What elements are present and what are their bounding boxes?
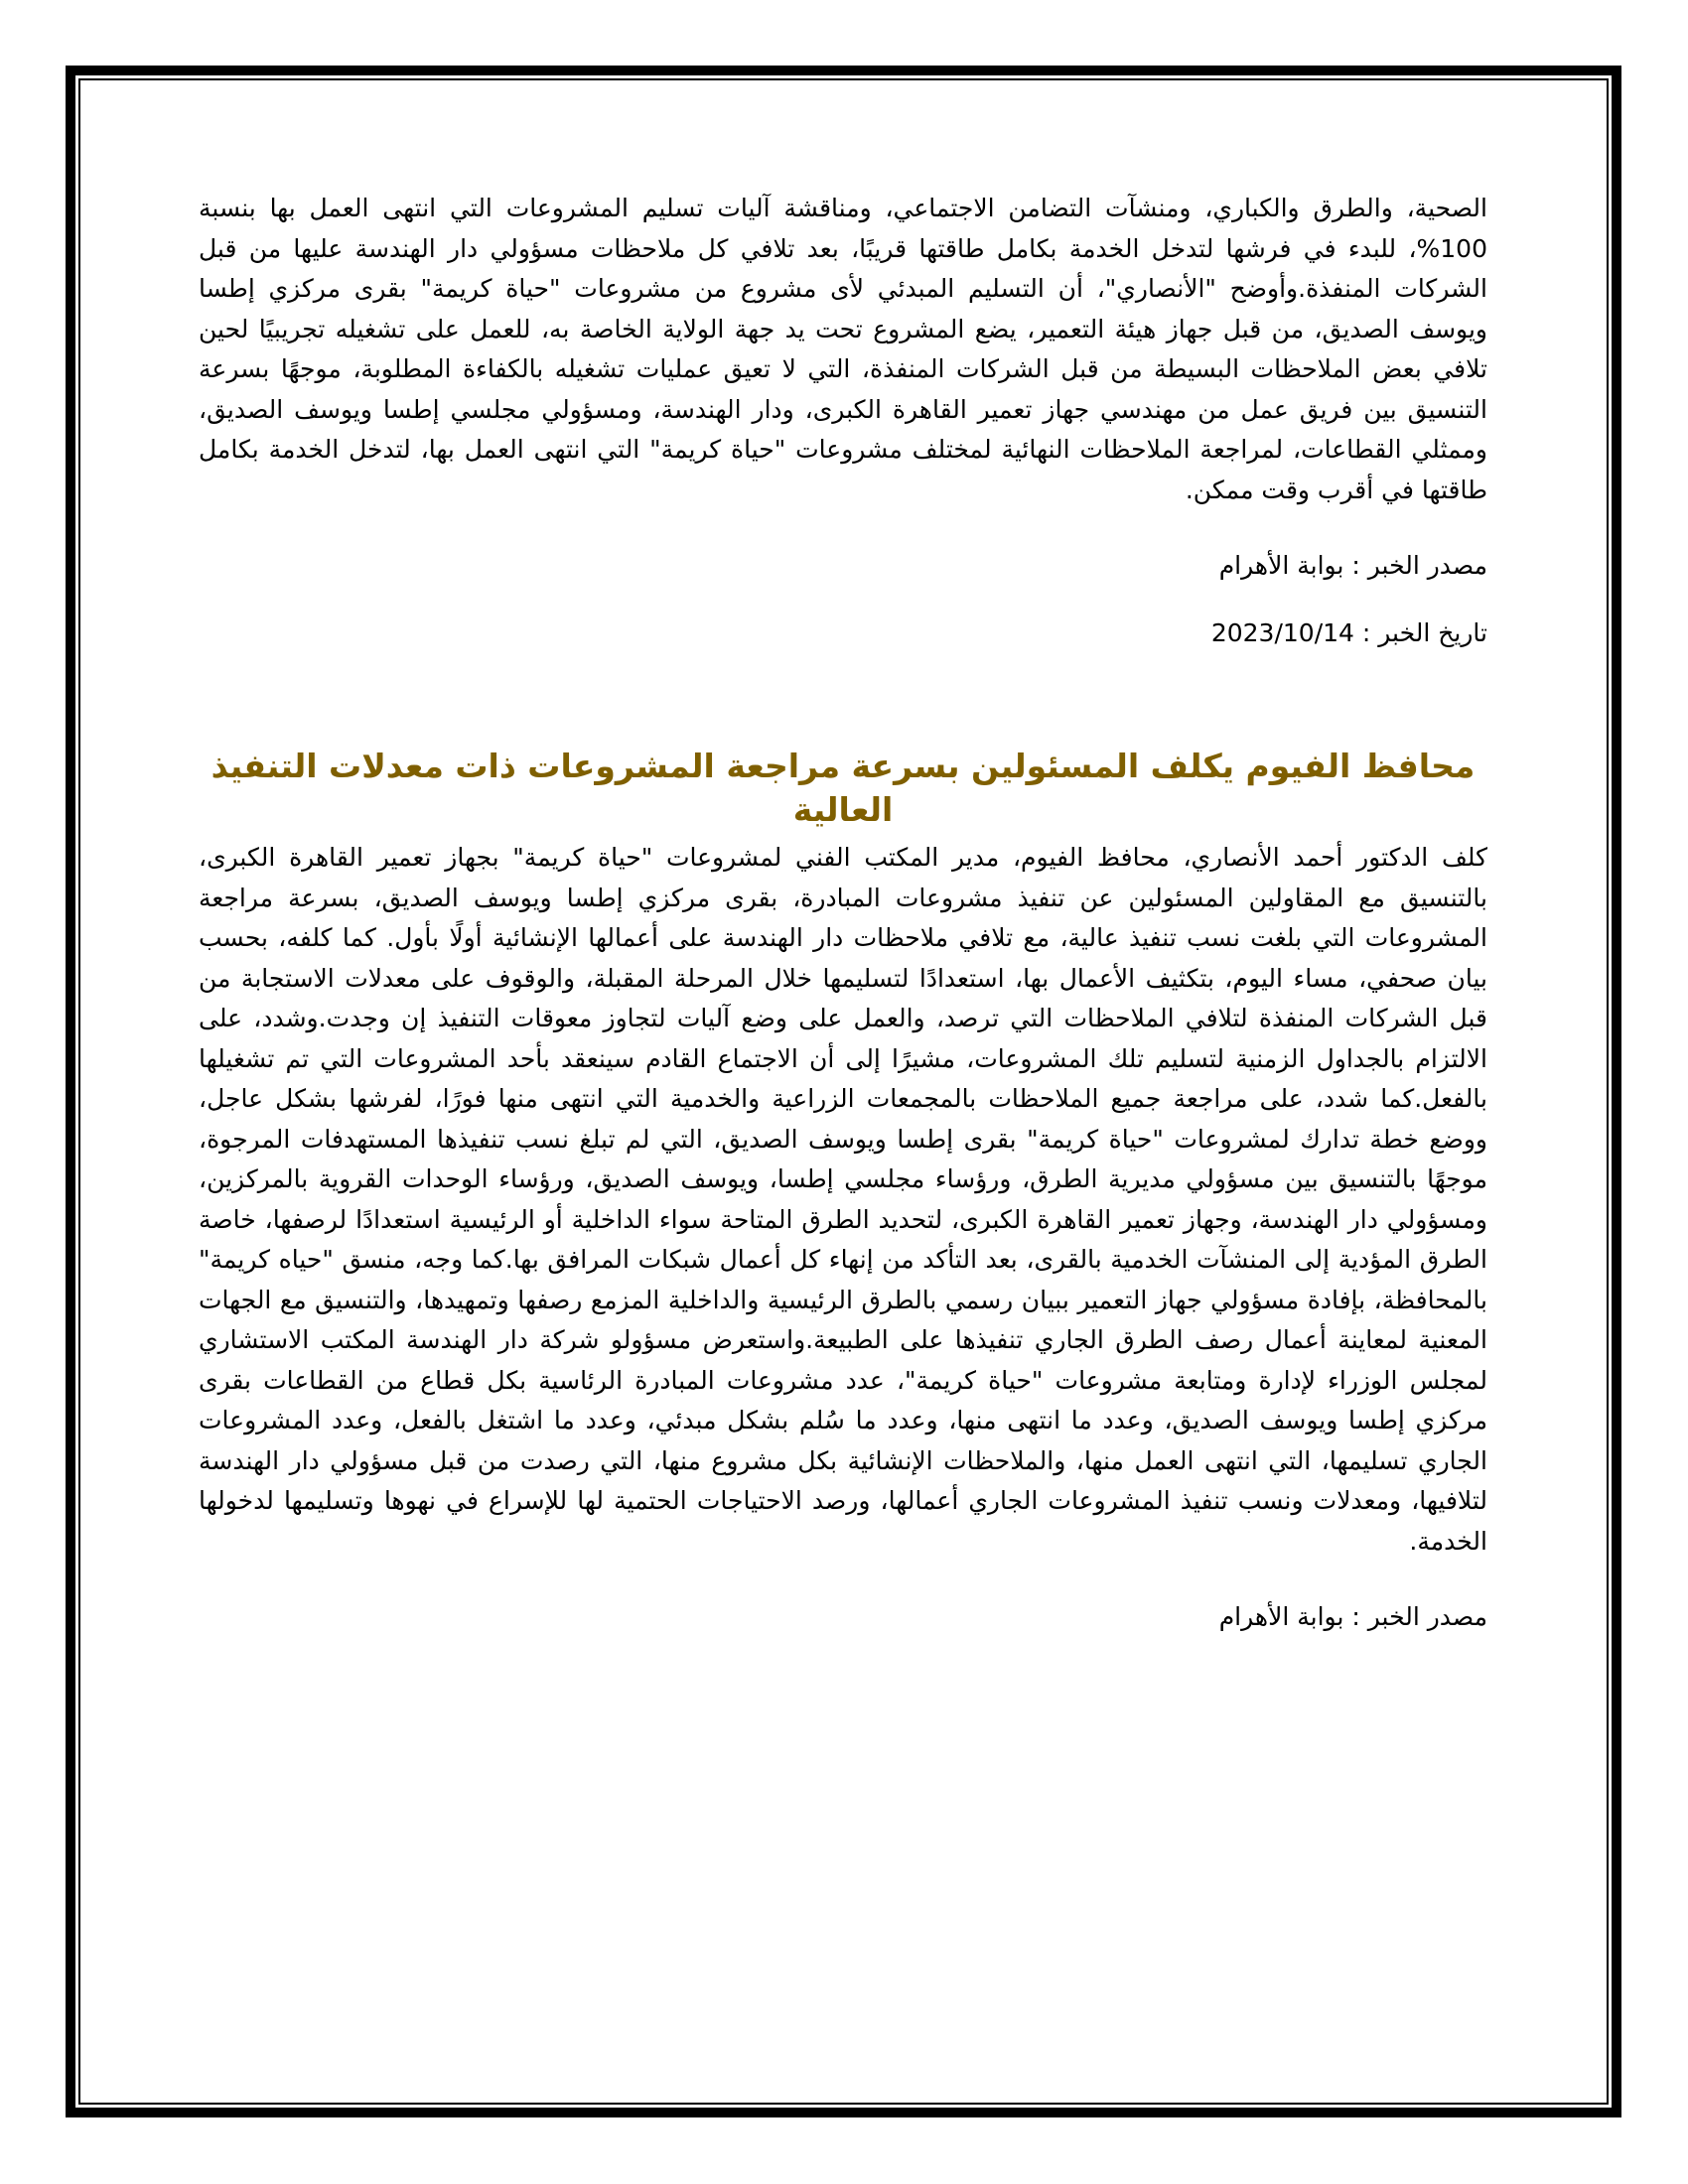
article-1-source: [199, 546, 1487, 586]
article-1-date: [199, 614, 1487, 653]
article-1-continuation: [199, 189, 1487, 653]
article-2-body: كلف الدكتور أحمد الأنصاري، محافظ الفيوم، مدير المكتب الفني لمشروعات "حياة كريمة" بجهاز تعمير القاهرة الكبرى، بالتنسيق مع المقاولين المسئولين عن تنفيذ مشروعات المبادرة، بقرى مركزي إطسا ويوسف الصديق، بسرعة مراجعة المشروعات التي بلغت نسب تنفيذ عالية، مع تلافي ملاحظات دار الهندسة على أعمالها الإنشائية أولًا بأول. كما كلفه، بحسب بيان صحفي، مساء اليوم، بتكثيف الأعمال بها، استعدادًا لتسليمها خلال المرحلة المقبلة، والوقوف على معدلات الاستجابة من قبل الشركات المنفذة لتلافي الملاحظات التي ترصد، والعمل على وضع آليات لتجاوز معوقات التنفيذ إن وجدت.وشدد، على الالتزام بالجداول الزمنية لتسليم تلك المشروعات، مشيرًا إلى أن الاجتماع القادم سينعقد بأحد المشروعات التي تم تشغيلها بالفعل.كما شدد، على مراجعة جميع الملاحظات بالمجمعات الزراعية والخدمية التي انتهى منها فورًا، لفرشها بشكل عاجل، ووضع خطة تدارك لمشروعات "حياة كريمة" بقرى إطسا ويوسف الصديق، التي لم تبلغ نسب تنفيذها المستهدفات المرجوة، موجهًا بالتنسيق بين مسؤولي مديرية الطرق، ورؤساء مجلسي إطسا، ويوسف الصديق، ورؤساء الوحدات القروية بالمركزين، ومسؤولي دار الهندسة، وجهاز تعمير القاهرة الكبرى، لتحديد الطرق المتاحة سواء الداخلية أو الرئيسية استعدادًا لرصفها، خاصة الطرق المؤدية إلى المنشآت الخدمية بالقرى، بعد التأكد من إنهاء كل أعمال شبكات المرافق بها.كما وجه، منسق "حياه كريمة" بالمحافظة، بإفادة مسؤولي جهاز التعمير ببيان رسمي بالطرق الرئيسية والداخلية المزمع رصفها وتمهيدها، والتنسيق مع الجهات المعنية لمعاينة أعمال رصف الطرق الجاري تنفيذها على الطبيعة.واستعرض مسؤولو شركة دار الهندسة المكتب الاستشاري لمجلس الوزراء لإدارة ومتابعة مشروعات "حياة كريمة"، عدد مشروعات المبادرة الرئاسية بكل قطاع من القطاعات بقرى مركزي إطسا ويوسف الصديق، وعدد ما انتهى منها، وعدد ما سُلم بشكل مبدئي، وعدد ما اشتغل بالفعل، وعدد المشروعات الجاري تسليمها، التي انتهى العمل منها، والملاحظات الإنشائية بكل مشروع منها، التي رصدت من قبل مسؤولي دار الهندسة لتلافيها، ومعدلات ونسب تنفيذ المشروعات الجاري أعمالها، ورصد الاحتياجات الحتمية لها للإسراع في نهوها وتسليمها لدخولها الخدمة.: [199, 843, 1487, 1556]
article-2-title: محافظ الفيوم يكلف المسئولين بسرعة مراجعة المشروعات ذات معدلات التنفيذ العالية: [211, 747, 1476, 829]
article-2-source: [199, 1597, 1487, 1637]
source-label: مصدر الخبر :: [1351, 1602, 1487, 1631]
article-1-body: الصحية، والطرق والكباري، ومنشآت التضامن الاجتماعي، ومناقشة آليات تسليم المشروعات التي انتهى العمل بها بنسبة 100%، للبدء في فرشها لتدخل الخدمة بكامل طاقتها قريبًا، بعد تلافي كل ملاحظات مسؤولي دار الهندسة عليها من قبل الشركات المنفذة.وأوضح "الأنصاري"، أن التسليم المبدئي لأى مشروع من مشروعات "حياة كريمة" بقرى مركزي إطسا ويوسف الصديق، من قبل جهاز هيئة التعمير، يضع المشروع تحت يد جهة الولاية الخاصة به، للعمل على تشغيله تجريبيًا لحين تلافي بعض الملاحظات البسيطة من قبل الشركات المنفذة، التي لا تعيق عمليات تشغيله بالكفاءة المطلوبة، موجهًا بسرعة التنسيق بين فريق عمل من مهندسي جهاز تعمير القاهرة الكبرى، ودار الهندسة، ومسؤولي مجلسي إطسا ويوسف الصديق، وممثلي القطاعات، لمراجعة الملاحظات النهائية لمختلف مشروعات "حياة كريمة" التي انتهى العمل بها، لتدخل الخدمة بكامل طاقتها في أقرب وقت ممكن.: [199, 194, 1487, 504]
source-value: بوابة الأهرام: [1218, 551, 1344, 580]
article-2: [199, 745, 1487, 1637]
source-label: مصدر الخبر :: [1351, 551, 1487, 580]
document-content: [199, 189, 1487, 1637]
source-value: بوابة الأهرام: [1218, 1602, 1344, 1631]
date-value: 2023/10/14: [1210, 618, 1354, 647]
date-label: تاريخ الخبر :: [1361, 618, 1487, 647]
